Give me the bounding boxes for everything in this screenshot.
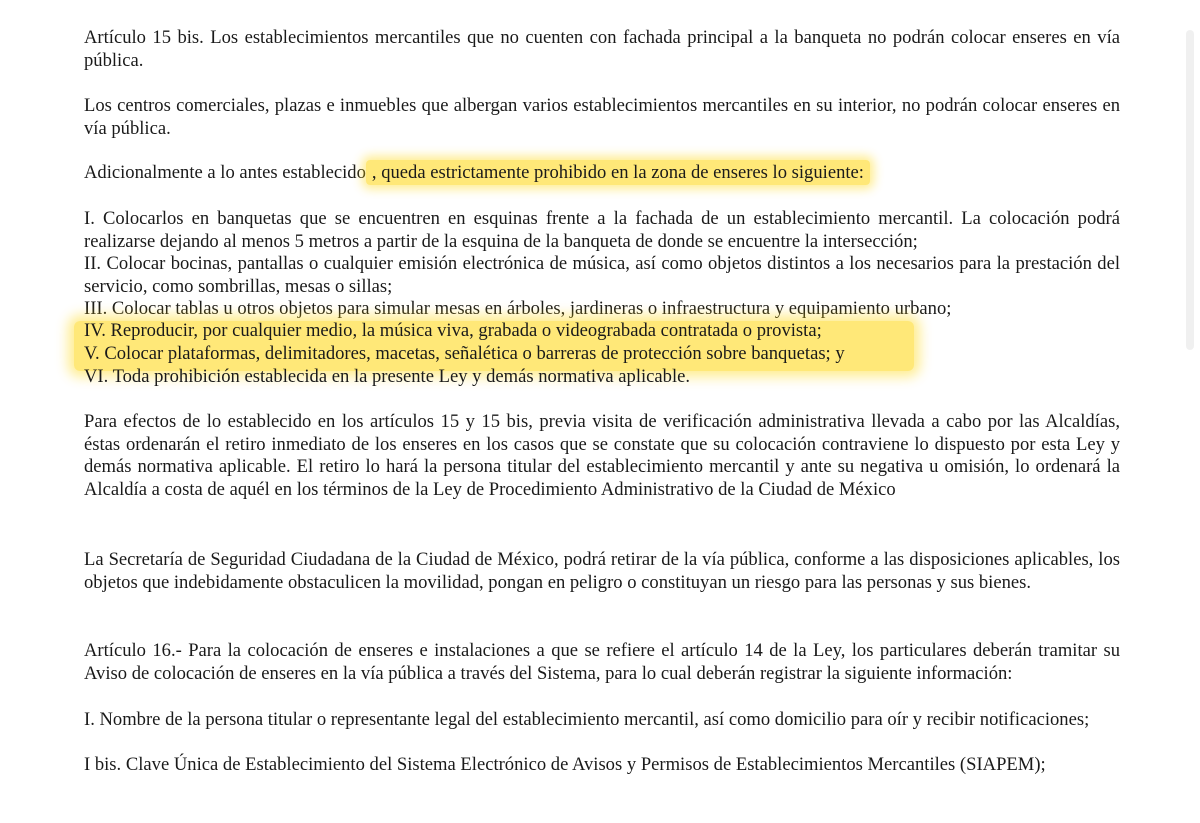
- list-item-ii: II. Colocar bocinas, pantallas o cualquier emisión electrónica de música, así como objetos distintos a los necesarios para la prestación del servicio, como sombrillas, mesas o sillas;: [84, 253, 1120, 297]
- list-item-iv: IV. Reproducir, por cualquier medio, la música viva, grabada o videograbada contratada o provista;: [84, 320, 822, 341]
- article-16-item-i: I. Nombre de la persona titular o representante legal del establecimiento mercantil, así como domicilio para oír y recibir notificaciones;: [84, 709, 1090, 730]
- list-item-vi: VI. Toda prohibición establecida en la presente Ley y demás normativa aplicable.: [84, 366, 691, 387]
- page-scrollbar[interactable]: [1186, 30, 1194, 350]
- art15bis-paragraph-3: [84, 162, 1120, 185]
- article-16-paragraph: Artículo 16.- Para la colocación de enseres e instalaciones a que se refiere el artículo 14 de la Ley, los particulares deberán tramitar su Aviso de colocación de enseres en la vía pública a través del Sistema, para lo cual deberán registrar la siguiente información:: [84, 640, 1120, 684]
- article-16-item-i-bis: I bis. Clave Única de Establecimiento del Sistema Electrónico de Avisos y Permisos de Establecimientos Mercantiles (SIAPEM);: [84, 754, 1046, 775]
- secretaria-paragraph: La Secretaría de Seguridad Ciudadana de la Ciudad de México, podrá retirar de la vía pública, conforme a las disposiciones aplicables, los objetos que indebidamente obstaculicen la movilidad, pongan en peligro o constituyan un riesgo para las personas y sus bienes.: [84, 549, 1120, 593]
- art15bis-paragraph-2: Los centros comerciales, plazas e inmuebles que albergan varios establecimientos mercantiles en su interior, no podrán colocar enseres en vía pública.: [84, 95, 1120, 139]
- list-item-i: I. Colocarlos en banquetas que se encuentren en esquinas frente a la fachada de un establecimiento mercantil. La colocación podrá realizarse dejando al menos 5 metros a partir de la esquina de la banqueta de donde se encuentre la intersección;: [84, 208, 1120, 252]
- list-item-v: V. Colocar plataformas, delimitadores, macetas, señalética o barreras de protección sobre banquetas; y: [84, 343, 845, 364]
- para-efectos-paragraph: Para efectos de lo establecido en los artículos 15 y 15 bis, previa visita de verificación administrativa llevada a cabo por las Alcaldías, éstas ordenarán el retiro inmediato de los enseres en los casos que se constate que su colocación contraviene lo dispuesto por esta Ley y demás normativa aplicable. El retiro lo hará la persona titular del establecimiento mercantil y ante su negativa u omisión, lo ordenará la Alcaldía a costa de aquél en los términos de la Ley de Procedimiento Administrativo de la Ciudad de México: [84, 411, 1120, 500]
- list-item-iii: III. Colocar tablas u otros objetos para simular mesas en árboles, jardineras o infraestructura y equipamiento urbano;: [84, 298, 952, 319]
- paragraph-3-plain: Adicionalmente a lo antes establecido: [84, 162, 366, 183]
- highlighted-prohibition-intro: , queda estrictamente prohibido en la zona de enseres lo siguiente:: [366, 160, 870, 185]
- art15bis-paragraph-1: Artículo 15 bis. Los establecimientos mercantiles que no cuenten con fachada principal a la banqueta no podrán colocar enseres en vía pública.: [84, 27, 1120, 71]
